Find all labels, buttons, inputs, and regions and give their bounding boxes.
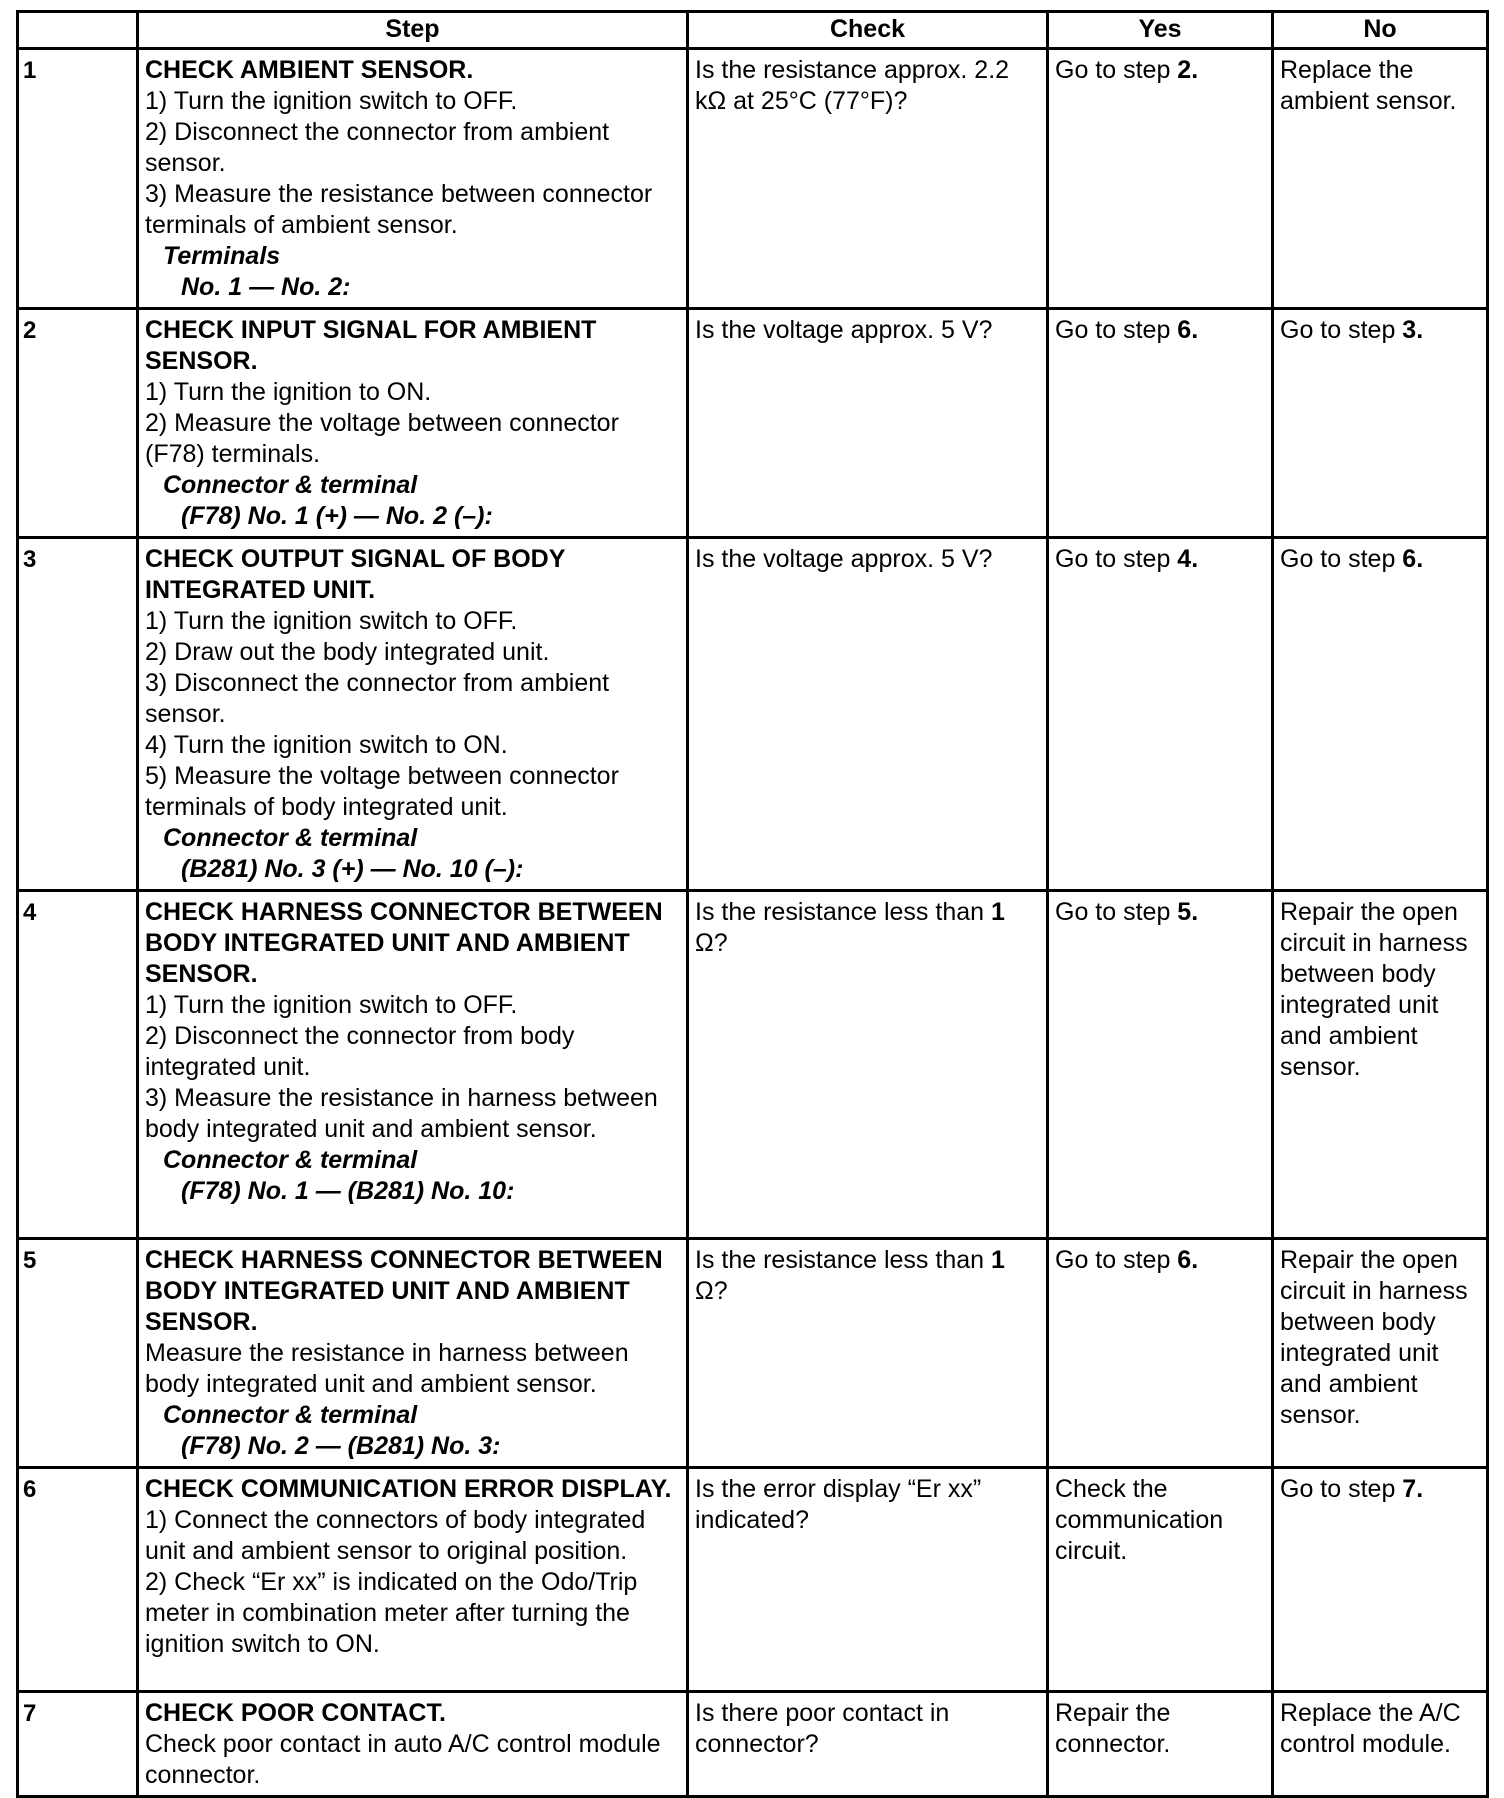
step-procedure xyxy=(138,309,688,538)
yes-step: 4. xyxy=(1177,545,1199,573)
spec-label: Connector & terminal xyxy=(163,1146,418,1174)
step-title: CHECK AMBIENT SENSOR. xyxy=(145,56,474,84)
check-value: 1 xyxy=(990,1246,1005,1274)
no-cell xyxy=(1273,1468,1488,1692)
no-text: Repair the open circuit in harness between body integrated unit and ambient sensor. xyxy=(1280,1246,1468,1429)
no-text: Replace the ambient sensor. xyxy=(1280,56,1457,115)
instruction: 1) Connect the connectors of body integrated unit and ambient sensor to original position. xyxy=(145,1506,646,1565)
spec-value: No. 1 — No. 2: xyxy=(181,273,351,301)
no-step: 3. xyxy=(1402,316,1424,344)
step-row-7 xyxy=(18,1692,1488,1797)
no-cell xyxy=(1273,891,1488,1239)
yes-step: 6. xyxy=(1177,316,1199,344)
yes-step: 2. xyxy=(1177,56,1199,84)
check-cell: Is the resistance approx. 2.2 kΩ at 25°C (77°F)? xyxy=(688,49,1048,309)
yes-text: Go to step xyxy=(1055,1246,1178,1274)
spec-label: Connector & terminal xyxy=(163,471,418,499)
instruction: 1) Turn the ignition switch to OFF. xyxy=(145,991,518,1019)
header-step: Step xyxy=(138,12,688,49)
instruction: 2) Check “Er xx” is indicated on the Odo/Trip meter in combination meter after turning the ignition switch to ON. xyxy=(145,1568,638,1658)
yes-text: Go to step xyxy=(1055,316,1178,344)
yes-text: Go to step xyxy=(1055,898,1178,926)
check-unit: Ω? xyxy=(695,929,728,957)
spec-label: Terminals xyxy=(163,242,281,270)
step-row-6 xyxy=(18,1468,1488,1692)
yes-step: 5. xyxy=(1177,898,1199,926)
instruction: 4) Turn the ignition switch to ON. xyxy=(145,731,508,759)
no-text: Go to step xyxy=(1280,545,1403,573)
step-row-3 xyxy=(18,538,1488,891)
instruction: 2) Measure the voltage between connector (F78) terminals. xyxy=(145,409,619,468)
step-title: CHECK POOR CONTACT. xyxy=(145,1699,446,1727)
header-check: Check xyxy=(688,12,1048,49)
step-procedure xyxy=(138,538,688,891)
header-yes: Yes xyxy=(1048,12,1273,49)
instruction: 5) Measure the voltage between connector terminals of body integrated unit. xyxy=(145,762,619,821)
no-cell xyxy=(1273,309,1488,538)
no-cell xyxy=(1273,49,1488,309)
spec-value: (F78) No. 1 (+) — No. 2 (–): xyxy=(181,502,493,530)
instruction: 3) Disconnect the connector from ambient sensor. xyxy=(145,669,610,728)
no-cell xyxy=(1273,1692,1488,1797)
step-row-1 xyxy=(18,49,1488,309)
step-number: 6 xyxy=(18,1468,138,1692)
yes-text: Go to step xyxy=(1055,545,1178,573)
yes-step: 6. xyxy=(1177,1246,1199,1274)
check-cell: Is the voltage approx. 5 V? xyxy=(688,538,1048,891)
check-unit: Ω? xyxy=(695,1277,728,1305)
step-number: 7 xyxy=(18,1692,138,1797)
yes-cell xyxy=(1048,1239,1273,1468)
step-procedure xyxy=(138,1692,688,1797)
no-text: Go to step xyxy=(1280,1475,1403,1503)
no-text: Replace the A/C control module. xyxy=(1280,1699,1461,1758)
yes-text: Repair the connector. xyxy=(1055,1699,1171,1758)
check-cell: Is the error display “Er xx” indicated? xyxy=(688,1468,1048,1692)
instruction: 3) Measure the resistance in harness between body integrated unit and ambient sensor. xyxy=(145,1084,658,1143)
step-title: CHECK COMMUNICATION ERROR DISPLAY. xyxy=(145,1475,672,1503)
no-cell xyxy=(1273,1239,1488,1468)
instruction: 2) Disconnect the connector from ambient sensor. xyxy=(145,118,610,177)
header-no: No xyxy=(1273,12,1488,49)
spec-value: (B281) No. 3 (+) — No. 10 (–): xyxy=(181,855,524,883)
header-row xyxy=(18,12,1488,49)
step-procedure xyxy=(138,49,688,309)
no-cell xyxy=(1273,538,1488,891)
header-num xyxy=(18,12,138,49)
step-procedure xyxy=(138,1468,688,1692)
yes-cell xyxy=(1048,1468,1273,1692)
troubleshooting-document xyxy=(16,10,1489,1798)
check-cell: Is there poor contact in connector? xyxy=(688,1692,1048,1797)
instruction: 1) Turn the ignition switch to OFF. xyxy=(145,87,518,115)
yes-cell xyxy=(1048,49,1273,309)
step-procedure xyxy=(138,1239,688,1468)
check-cell: Is the voltage approx. 5 V? xyxy=(688,309,1048,538)
step-row-4 xyxy=(18,891,1488,1239)
spec-value: (F78) No. 2 — (B281) No. 3: xyxy=(181,1432,501,1460)
no-step: 7. xyxy=(1402,1475,1424,1503)
instruction: 2) Disconnect the connector from body integrated unit. xyxy=(145,1022,575,1081)
step-number: 1 xyxy=(18,49,138,309)
check-value: 1 xyxy=(990,898,1005,926)
spec-label: Connector & terminal xyxy=(163,1401,418,1429)
step-row-5 xyxy=(18,1239,1488,1468)
instruction: 2) Draw out the body integrated unit. xyxy=(145,638,550,666)
step-number: 4 xyxy=(18,891,138,1239)
step-number: 2 xyxy=(18,309,138,538)
yes-cell xyxy=(1048,891,1273,1239)
step-title: CHECK HARNESS CONNECTOR BETWEEN BODY INTEGRATED UNIT AND AMBIENT SENSOR. xyxy=(145,1246,663,1336)
yes-cell xyxy=(1048,538,1273,891)
check-text: Is the resistance less than xyxy=(695,898,991,926)
step-title: CHECK INPUT SIGNAL FOR AMBIENT SENSOR. xyxy=(145,316,597,375)
yes-text: Check the communication circuit. xyxy=(1055,1475,1224,1565)
yes-text: Go to step xyxy=(1055,56,1178,84)
spec-label: Connector & terminal xyxy=(163,824,418,852)
no-text: Repair the open circuit in harness between body integrated unit and ambient sensor. xyxy=(1280,898,1468,1081)
spec-value: (F78) No. 1 — (B281) No. 10: xyxy=(181,1177,515,1205)
step-title: CHECK OUTPUT SIGNAL OF BODY INTEGRATED UNIT. xyxy=(145,545,565,604)
step-title: CHECK HARNESS CONNECTOR BETWEEN BODY INTEGRATED UNIT AND AMBIENT SENSOR. xyxy=(145,898,663,988)
step-number: 3 xyxy=(18,538,138,891)
yes-cell xyxy=(1048,1692,1273,1797)
check-text: Is the resistance less than xyxy=(695,1246,991,1274)
instruction: 3) Measure the resistance between connector terminals of ambient sensor. xyxy=(145,180,653,239)
instruction: 1) Turn the ignition to ON. xyxy=(145,378,432,406)
no-text: Go to step xyxy=(1280,316,1403,344)
check-cell xyxy=(688,1239,1048,1468)
no-step: 6. xyxy=(1402,545,1424,573)
step-procedure xyxy=(138,891,688,1239)
check-cell xyxy=(688,891,1048,1239)
step-row-2 xyxy=(18,309,1488,538)
diagnostic-table xyxy=(16,10,1489,1798)
instruction: 1) Turn the ignition switch to OFF. xyxy=(145,607,518,635)
instruction: Measure the resistance in harness between body integrated unit and ambient sensor. xyxy=(145,1339,629,1398)
yes-cell xyxy=(1048,309,1273,538)
step-number: 5 xyxy=(18,1239,138,1468)
instruction: Check poor contact in auto A/C control module connector. xyxy=(145,1730,661,1789)
